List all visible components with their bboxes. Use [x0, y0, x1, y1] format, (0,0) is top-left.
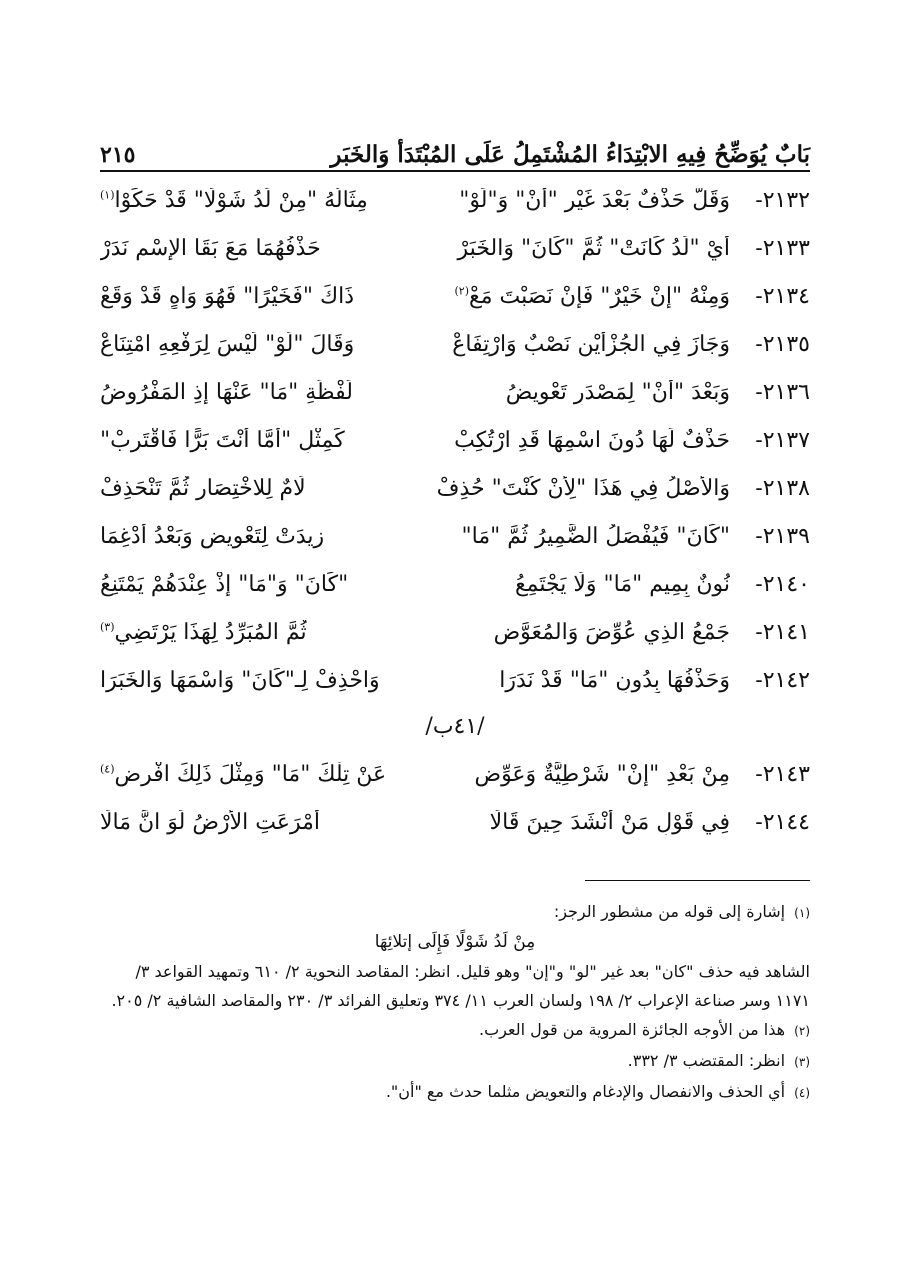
verse-second-text: مِثَالُهُ "مِنْ لَدُ شَوْلًا" قَدْ حَكَوْا: [114, 187, 368, 213]
verse-second-text: عَنْ تِلْكَ "مَا" وَمِثْلَ ذَلِكَ افْرِضِ: [114, 761, 387, 787]
page-number: ٢١٥: [100, 142, 136, 168]
footnote-4: [100, 1077, 810, 1108]
footnote-1-body: الشاهد فيه حذف "كان" بعد غير "لو" و"إن" وهو قليل. انظر: المقاصد النحوية ٢/ ٦١٠ وتمهيد القواعد ٣/ ١١٧١ وسر صناعة الإعراب ٢/ ١٩٨ ولسان العرب ١١/ ٣٧٤ وتعليق الفرائد ٣/ ٢٣٠ والمقاصد الشافية ٢/ ٢٠٥.: [111, 962, 810, 1010]
verse-second-hemistich: [100, 188, 408, 213]
verse-row: [100, 368, 810, 416]
verse-number: ٢١٣٩-: [755, 523, 810, 549]
verse-second-hemistich: حَذْفُهُمَا مَعَ بَقَا الإِسْمِ نَدَرْ: [100, 235, 321, 261]
verse-first-hemistich: مِنْ بَعْدِ "إِنْ" شَرْطِيَّةٌ وَعَوِّضِ: [474, 761, 730, 787]
footnote-marker: (٣): [100, 620, 115, 634]
verse-first-text: وَمِنْهُ "إِنْ خَيْرٌ" فَإِنْ نَصَبْتَ مَعْ: [468, 283, 730, 309]
footnote-1: [100, 897, 810, 928]
verse-number: ٢١٤٤-: [755, 809, 810, 835]
verse-row: [100, 560, 810, 608]
verse-number: ٢١٣٦-: [755, 379, 810, 405]
footnote-number: (٢): [794, 1024, 810, 1038]
verse-row: [100, 608, 810, 656]
footnote-number: (٣): [794, 1055, 810, 1069]
verse-number: ٢١٤٢-: [755, 667, 810, 693]
verse-row: [100, 798, 810, 846]
footnotes: [100, 897, 810, 1108]
verse-row: [100, 656, 810, 704]
verse-first-hemistich: [408, 284, 730, 309]
footnote-text: انظر: المقتضب ٣/ ٣٣٢.: [627, 1051, 786, 1070]
verse-row: [100, 750, 810, 798]
verse-row: [100, 320, 810, 368]
verse-row: [100, 464, 810, 512]
footnote-number: (١): [794, 906, 810, 920]
verse-number: ٢١٣٥-: [755, 331, 810, 357]
verse-first-hemistich: حَذْفٌ لَهَا دُونَ اسْمِهَا قَدِ ارْتُكِبْ: [454, 427, 730, 453]
footnote-3: [100, 1046, 810, 1077]
footnote-intro: إشارة إلى قوله من مشطور الرجز:: [553, 902, 786, 921]
verse-number: ٢١٣٣-: [755, 235, 810, 261]
verse-number: ٢١٣٤-: [755, 283, 810, 309]
verse-first-hemistich: وَحَذْفُهَا بِدُونِ "مَا" قَدْ نَدَرَا: [499, 667, 730, 693]
verse-number: ٢١٣٨-: [755, 475, 810, 501]
folio-marker: /٤١ب/: [425, 714, 485, 739]
chapter-title: بَابٌ يُوَضِّحُ فِيهِ الابْتِدَاءُ المُشْتَمِلُ عَلَى المُبْتَدَأ وَالخَبَر: [330, 141, 810, 168]
footnote-marker: (٤): [100, 762, 115, 776]
verse-list: [100, 176, 810, 846]
verse-second-text: ثُمَّ المُبَرِّدُ لِهَذَا يَرْتَضِي: [114, 619, 307, 645]
footnote-number: (٤): [794, 1086, 810, 1100]
verse-first-hemistich: فِي قَوْلِ مَنْ أَنْشَدَ حِينَ قَالَا: [489, 809, 730, 835]
verse-second-hemistich: وَاحْذِفْ لِـ"كَانَ" وَاسْمَهَا وَالخَبَرَا: [100, 667, 380, 693]
verse-number: ٢١٣٢-: [755, 187, 810, 213]
verse-first-hemistich: جَمْعُ الذِي عُوِّضَ وَالمُعَوَّضِ: [493, 619, 730, 645]
verse-first-hemistich: أَيْ "لَدُ كَانَتْ" ثُمَّ "كَانَ" وَالخَبَرْ: [457, 235, 730, 261]
footnote-cited-verse: مِنْ لَدُ شَوْلًا فَإِلَى إتلائِهَا: [374, 932, 536, 952]
footnote-marker: (١): [100, 188, 115, 202]
footnote-separator-short: [688, 880, 720, 881]
verse-first-hemistich: وَجَازَ فِي الجُزْأَيْنِ نَصْبٌ وَارْتِفَاعْ: [452, 331, 730, 357]
verse-row: [100, 272, 810, 320]
footnote-text: هذا من الأوجه الجائزة المروية من قول العرب.: [479, 1020, 786, 1039]
verse-row: [100, 512, 810, 560]
verse-number: ٢١٤١-: [755, 619, 810, 645]
verse-row: [100, 176, 810, 224]
verse-second-hemistich: كَمِثْلِ "أَمَّا أَنْتَ بَرًّا فَاقْتَرِبْ": [100, 427, 345, 453]
footnote-2: [100, 1015, 810, 1046]
verse-row: [100, 224, 810, 272]
verse-second-hemistich: وَقَالَ "لَوْ" لَيْسَ لِرَفْعِهِ امْتِنَاعْ: [100, 331, 355, 357]
verse-number: ٢١٤٣-: [755, 761, 810, 787]
verse-row: [100, 416, 810, 464]
verse-second-hemistich: لَفْظَةِ "مَا" عَنْهَا إِذِ المَفْرُوضُ: [100, 379, 353, 405]
page-header: [100, 128, 810, 168]
verse-second-hemistich: [100, 762, 408, 787]
verse-first-hemistich: نُونٌ بِمِيمِ "مَا" وَلَا يَجْتَمِعُ: [514, 571, 730, 597]
footnote-text: أي الحذف والانفصال والإدغام والتعويض مثلما حدث مع "أن".: [385, 1082, 786, 1101]
verse-number: ٢١٤٠-: [755, 571, 810, 597]
verse-first-hemistich: "كَانَ" فَيُفْصَلُ الضَّمِيرُ ثُمَّ "مَا": [461, 523, 730, 549]
verse-second-hemistich: لَامٌ لِلاخْتِصَارِ ثُمَّ تَنْحَذِفْ: [100, 475, 306, 501]
verse-number: ٢١٣٧-: [755, 427, 810, 453]
footnote-marker: (٢): [454, 284, 469, 298]
verse-second-hemistich: ذَاكَ "فَخَيْرًا" فَهُوَ وَاهٍ قَدْ وَقَعْ: [100, 283, 355, 309]
verse-second-hemistich: أَمْرَعَتِ الأَرْضُ لَوَ انَّ مَالَا: [100, 809, 320, 835]
verse-first-hemistich: وَالأَصْلُ فِي هَذَا "لِأَنْ كُنْتَ" حُذِفْ: [436, 475, 730, 501]
header-rule: [100, 170, 810, 172]
verse-second-hemistich: [100, 620, 408, 645]
verse-first-hemistich: وَبَعْدَ "أَنْ" لِمَصْدَرٍ تَعْوِيضُ: [505, 379, 730, 405]
verse-second-hemistich: "كَانَ" وَ"مَا" إِذْ عِنْدَهُمْ يَمْتَنِعُ: [100, 571, 349, 597]
verse-first-hemistich: وَقَلَّ حَذْفٌ بَعْدَ غَيْرِ "أَنْ" وَ"لَوْ": [459, 187, 730, 213]
verse-second-hemistich: زِيدَتْ لِتَعْوِيضٍ وَبَعْدُ أُدْغِمَا: [100, 523, 325, 549]
